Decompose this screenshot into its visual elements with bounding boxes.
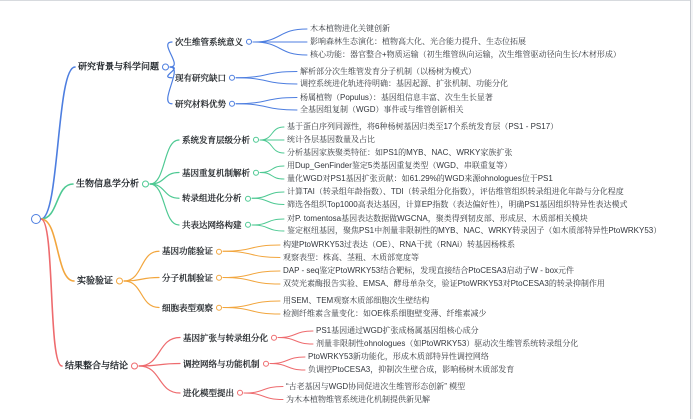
collapse-handle[interactable] <box>253 170 259 176</box>
sub-topic-0-0-label: 次生维管系统意义 <box>175 36 244 47</box>
connector-line <box>252 198 284 204</box>
collapse-handle[interactable] <box>271 335 277 341</box>
sub-topic-3-0-label: 基因扩张与转录组分化 <box>183 332 269 343</box>
leaf-topic-3-2-1[interactable] <box>286 396 430 404</box>
leaf-topic-3-0-1-label: 剂量非限制性ohnologues（如PtoWRKY53）驱动次生维管系统转录组分化 <box>316 339 579 348</box>
connector-line <box>260 173 284 180</box>
leaf-topic-1-0-1-label: 统计各层基因数量及占比 <box>287 135 375 144</box>
sub-topic-3-2[interactable] <box>183 389 243 398</box>
sub-topic-1-2-label: 转录组进化分析 <box>182 193 242 203</box>
main-topic-2[interactable] <box>77 277 123 286</box>
leaf-topic-0-2-0[interactable] <box>300 94 493 102</box>
leaf-topic-2-2-0-label: 用SEM、TEM观察木质部细胞次生壁结构 <box>283 296 430 305</box>
collapse-handle[interactable] <box>131 363 138 370</box>
leaf-topic-1-0-0[interactable] <box>287 123 558 131</box>
leaf-topic-3-2-1-label: 为木本植物维管系统进化机制提供新见解 <box>286 394 430 404</box>
sub-topic-1-2[interactable] <box>182 194 251 203</box>
connector-line <box>252 225 284 231</box>
connector-line <box>150 173 179 185</box>
collapse-handle[interactable] <box>263 361 269 367</box>
sub-topic-1-3[interactable] <box>182 221 251 230</box>
sub-topic-0-2-label: 研究材料优势 <box>175 98 227 109</box>
leaf-topic-1-1-1-label: 量化WGD对PS1基因扩张贡献：如61.29%的WGD来源ohnologues位于PS1 <box>287 174 553 183</box>
leaf-topic-3-2-0-label: “古老基因与WGD协同促进次生维管形态创新” 模型 <box>286 381 466 391</box>
leaf-topic-3-1-1[interactable] <box>308 366 514 374</box>
leaf-topic-3-0-0-label: PS1基因通过WGD扩张成杨属基因组核心成分 <box>316 326 479 335</box>
leaf-topic-1-2-1-label: 筛选各组织Top1000高表达基因，计算EP指数（表达偏好性），明确PS1基因组织特异性表达模式 <box>287 199 628 209</box>
sub-topic-0-0[interactable] <box>175 38 252 47</box>
connector-line <box>139 338 180 367</box>
connector-line <box>270 357 305 364</box>
connector-line <box>124 281 159 308</box>
leaf-topic-3-2-0[interactable] <box>286 383 465 391</box>
connector-line <box>270 364 305 371</box>
leaf-topic-1-2-1[interactable] <box>287 201 628 209</box>
connector-line <box>260 166 284 173</box>
connector-line <box>150 184 179 198</box>
connector-line <box>236 78 297 84</box>
main-topic-3-label: 结果整合与结论 <box>65 360 129 371</box>
sub-topic-3-1[interactable] <box>183 359 269 368</box>
collapse-handle[interactable] <box>216 305 222 311</box>
sub-topic-3-0[interactable] <box>183 333 277 342</box>
window-top-border <box>0 0 693 1</box>
leaf-topic-1-1-0[interactable] <box>287 162 512 170</box>
leaf-topic-3-1-1-label: 负调控PtoCESA3，抑制次生壁合成，影响杨树木质部发育 <box>308 365 515 374</box>
leaf-topic-2-1-0[interactable] <box>283 267 574 275</box>
leaf-topic-0-0-1[interactable] <box>310 38 526 46</box>
main-topic-1[interactable] <box>76 180 149 189</box>
collapse-handle[interactable] <box>246 39 252 45</box>
collapse-handle[interactable] <box>229 75 235 81</box>
leaf-topic-2-0-1-label: 观察表型：株高、茎粗、木质部宽度等 <box>283 252 419 262</box>
main-topic-1-label: 生物信息学分析 <box>76 178 140 189</box>
connector-line <box>41 67 75 219</box>
connector-line <box>124 278 159 282</box>
leaf-topic-2-0-0[interactable] <box>283 241 515 249</box>
leaf-topic-2-0-1[interactable] <box>283 254 419 262</box>
leaf-topic-1-3-0-label: 对P. tomentosa基因表达数据做WGCNA，聚类得到韧皮部、形成层、木质部相关模块 <box>287 214 588 223</box>
leaf-topic-2-1-1[interactable] <box>283 280 605 288</box>
connector-line <box>236 104 297 110</box>
leaf-topic-0-2-1[interactable] <box>300 106 464 114</box>
leaf-topic-0-2-1-label: 全基因组复制（WGD）事件或与维管创新相关 <box>300 105 464 114</box>
connector-line <box>260 127 284 140</box>
leaf-topic-3-1-0-label: PtoWRKY53新功能化，形成木质部特异性调控网络 <box>308 352 489 361</box>
connector-line <box>139 366 180 393</box>
sub-topic-1-1-label: 基因重复机制解析 <box>182 167 251 178</box>
collapse-handle[interactable] <box>229 101 235 107</box>
connector-line <box>150 140 179 184</box>
leaf-topic-0-2-0-label: 杨属植物（Populus）：基因组信息丰富、次生生长显著 <box>300 92 493 102</box>
connector-line <box>236 98 297 104</box>
leaf-topic-0-0-2-label: 核心功能：器官整合+物质运输（初生维管纵向运输，次生维管驱动径向生长/木材形成） <box>310 50 621 59</box>
sub-topic-2-0[interactable] <box>162 247 222 256</box>
connector-line <box>41 184 73 219</box>
connector-line <box>223 245 280 251</box>
leaf-topic-0-0-0[interactable] <box>310 25 390 33</box>
leaf-topic-0-1-0-label: 解析部分次生维管发育分子机制（以杨树为模式） <box>300 66 476 76</box>
leaf-topic-2-2-1-label: 检测纤维素含量变化：如OE株系细胞壁变薄、纤维素减少 <box>283 309 487 318</box>
connector-line <box>168 67 175 104</box>
leaf-topic-1-0-0-label: 基于蛋白序列同源性，将6种杨树基因归类至17个系统发育层（PS1 - PS17） <box>287 122 559 131</box>
leaf-topic-2-1-0-label: DAP - seq鉴定PtoWRKY53结合靶标，发现直接结合PtoCESA3启动子W - box元件 <box>283 266 575 275</box>
collapse-handle[interactable] <box>245 195 251 201</box>
leaf-topic-1-2-0-label: 计算TAI（转录组年龄指数）、TDI（转录组分化指数），评估维管组织转录组进化年龄与分化程度 <box>287 187 624 196</box>
leaf-topic-2-0-0-label: 构建PtoWRKY53过表达（OE）、RNA干扰（RNAi）转基因杨株系 <box>283 240 516 249</box>
collapse-handle[interactable] <box>142 181 149 188</box>
leaf-topic-0-0-0-label: 木本植物进化关键创新 <box>310 24 390 33</box>
connector-line <box>150 184 179 225</box>
sub-topic-2-1[interactable] <box>162 273 222 282</box>
main-topic-3[interactable] <box>65 362 138 371</box>
sub-topic-1-0-label: 系统发育层级分析 <box>182 134 251 145</box>
leaf-topic-2-1-1-label: 双荧光素酶报告实验、EMSA、酵母单杂交，验证PtoWRKY53对PtoCESA3的转录抑制作用 <box>283 279 605 288</box>
leaf-topic-1-1-1[interactable] <box>287 175 553 183</box>
leaf-topic-1-0-2[interactable] <box>287 149 512 157</box>
leaf-topic-3-0-1[interactable] <box>316 340 578 348</box>
leaf-topic-1-1-0-label: 用Dup_GenFinder鉴定5类基因重复类型（WGD、串联重复等） <box>287 161 512 170</box>
leaf-topic-1-3-1-label: 鉴定枢纽基因，聚焦PS1中剂量非限制性的MYB、NAC、WRKY转录因子（如木质部特异性PtoWRKY53） <box>287 226 662 235</box>
leaf-topic-1-3-0[interactable] <box>287 215 588 223</box>
connector-line <box>223 271 280 278</box>
sub-topic-1-0[interactable] <box>182 136 259 145</box>
leaf-topic-1-3-1[interactable] <box>287 227 661 235</box>
connector-line <box>223 251 280 257</box>
sub-topic-0-1[interactable] <box>175 74 235 83</box>
connector-line <box>41 219 74 281</box>
connector-line <box>278 331 313 338</box>
sub-topic-3-1-label: 调控网络与功能机制 <box>183 358 260 369</box>
sub-topic-0-1-label: 现有研究缺口 <box>175 72 227 83</box>
leaf-topic-2-2-1[interactable] <box>283 310 487 318</box>
connector-line <box>223 301 280 308</box>
leaf-topic-0-1-0[interactable] <box>300 68 476 76</box>
sub-topic-1-1[interactable] <box>182 168 259 177</box>
connector-line <box>260 140 284 153</box>
connector-line <box>252 219 284 225</box>
main-topic-0-label: 研究背景与科学问题 <box>78 61 160 72</box>
connector-line <box>253 42 307 55</box>
leaf-topic-0-1-1[interactable] <box>300 80 508 88</box>
leaf-topic-1-0-1[interactable] <box>287 136 375 144</box>
connector-line <box>41 219 62 366</box>
collapse-handle[interactable] <box>216 275 222 281</box>
sub-topic-2-2[interactable] <box>162 303 222 312</box>
connector-line <box>244 393 283 400</box>
collapse-handle[interactable] <box>162 64 169 71</box>
collapse-handle[interactable] <box>216 248 222 254</box>
leaf-topic-1-2-0[interactable] <box>287 188 624 196</box>
connector-line <box>223 278 280 285</box>
leaf-topic-1-0-2-label: 分析基因家族聚类特征：如PS1的MYB、NAC、WRKY家族扩张 <box>287 148 513 157</box>
sub-topic-3-2-label: 进化模型提出 <box>183 387 235 398</box>
connector-line <box>278 338 313 345</box>
connector-line <box>124 251 159 281</box>
leaf-topic-3-0-0[interactable] <box>316 327 479 335</box>
collapse-handle[interactable] <box>237 390 243 396</box>
leaf-topic-0-0-2[interactable] <box>310 51 621 59</box>
sub-topic-0-2[interactable] <box>175 100 235 109</box>
collapse-handle[interactable] <box>116 278 123 285</box>
main-topic-0[interactable] <box>78 63 169 72</box>
collapse-handle[interactable] <box>253 137 259 143</box>
collapse-handle[interactable] <box>245 222 251 228</box>
sub-topic-2-1-label: 分子机制验证 <box>162 272 214 283</box>
connector-line <box>244 387 283 394</box>
connector-line <box>236 72 297 78</box>
connector-line <box>139 364 180 367</box>
sub-topic-2-2-label: 细胞表型观察 <box>162 302 214 313</box>
connector-line <box>223 308 280 315</box>
root-node[interactable] <box>31 214 41 224</box>
main-topic-2-label: 实验验证 <box>77 275 114 286</box>
leaf-topic-0-0-1-label: 影响森林生态演化：植物高大化、光合能力提升、生态位拓展 <box>310 37 526 46</box>
connector-line <box>253 29 307 42</box>
leaf-topic-0-1-1-label: 调控系统进化轨迹待明确：基因起源、扩张机制、功能分化 <box>300 79 508 88</box>
connector-line <box>252 192 284 198</box>
leaf-topic-2-2-0[interactable] <box>283 297 429 305</box>
sub-topic-1-3-label: 共表达网络构建 <box>182 219 242 230</box>
leaf-topic-3-1-0[interactable] <box>308 353 489 361</box>
sub-topic-2-0-label: 基因功能验证 <box>162 246 214 256</box>
